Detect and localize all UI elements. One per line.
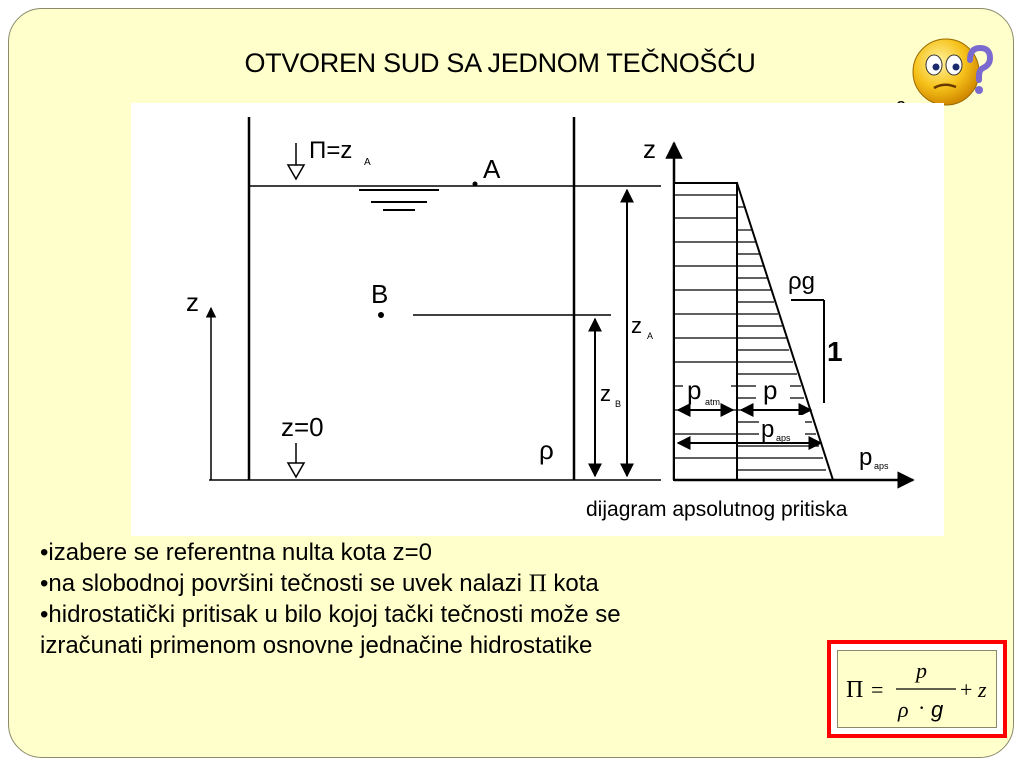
pabs-axis-label-sub: aps	[874, 461, 889, 471]
formula-numerator: p	[916, 658, 927, 683]
formula-plus: +	[960, 677, 973, 702]
diagram-z-label: z	[643, 134, 656, 164]
level-triangle-icon	[288, 165, 304, 179]
atm-pressure-region	[674, 183, 737, 480]
diagram-caption: dijagram apsolutnog pritiska	[586, 498, 848, 521]
formula-inner	[837, 650, 997, 728]
formula-dot: ·	[918, 695, 926, 720]
pabs-label: p	[761, 416, 775, 443]
page-number: 2	[896, 98, 907, 118]
point-a-label: A	[483, 154, 501, 184]
patm-label-sub: atm	[705, 397, 721, 407]
bullet-2-end: kota	[546, 570, 599, 597]
zb-label: z	[600, 381, 611, 406]
patm-label: p	[687, 375, 702, 405]
za-label-sub: A	[647, 331, 654, 341]
formula-pi: Π	[846, 677, 864, 703]
formula-g: g	[931, 697, 944, 722]
formula-rho: ρ	[898, 697, 909, 722]
pi-label: Π=z	[309, 137, 353, 164]
hydrostatic-diagram	[131, 103, 944, 536]
rho-label: ρ	[539, 435, 554, 465]
pabs-axis-label: p	[859, 444, 873, 471]
z-zero-label: z=0	[281, 412, 324, 442]
rho-g-label: ρg	[788, 268, 815, 295]
p-label: p	[763, 375, 778, 405]
zero-level-triangle-icon	[288, 463, 304, 477]
za-label: z	[631, 313, 642, 338]
formula-box	[827, 640, 1007, 738]
pabs-label-sub: aps	[776, 433, 791, 443]
formula-equals: =	[871, 677, 884, 702]
slope-one-label: 1	[827, 336, 843, 367]
slide-title: OTVOREN SUD SA JEDNOM TEČNOŠĆU	[244, 48, 756, 78]
bullet-1: •izabere se referentna nulta kota z=0	[40, 539, 432, 566]
bullet-3: •hidrostatički pritisak u bilo kojoj tački tečnosti može se	[40, 601, 621, 628]
zb-label-sub: B	[615, 399, 622, 409]
confused-face-icon	[910, 32, 994, 112]
bullet-2-text: •na slobodnoj površini tečnosti se uvek nalazi	[40, 570, 529, 597]
bullet-3-cont: izračunati primenom osnovne jednačine hidrostatike	[40, 632, 593, 659]
hydrostatic-equation	[838, 651, 996, 727]
pi-label-sub: A	[364, 157, 371, 168]
z-axis-label: z	[186, 287, 199, 317]
formula-z: z	[978, 677, 987, 702]
bullet-list	[40, 537, 880, 661]
point-b-label: B	[371, 279, 389, 309]
bullet-2	[40, 568, 880, 599]
bullet-2-pi: Π	[528, 570, 547, 597]
